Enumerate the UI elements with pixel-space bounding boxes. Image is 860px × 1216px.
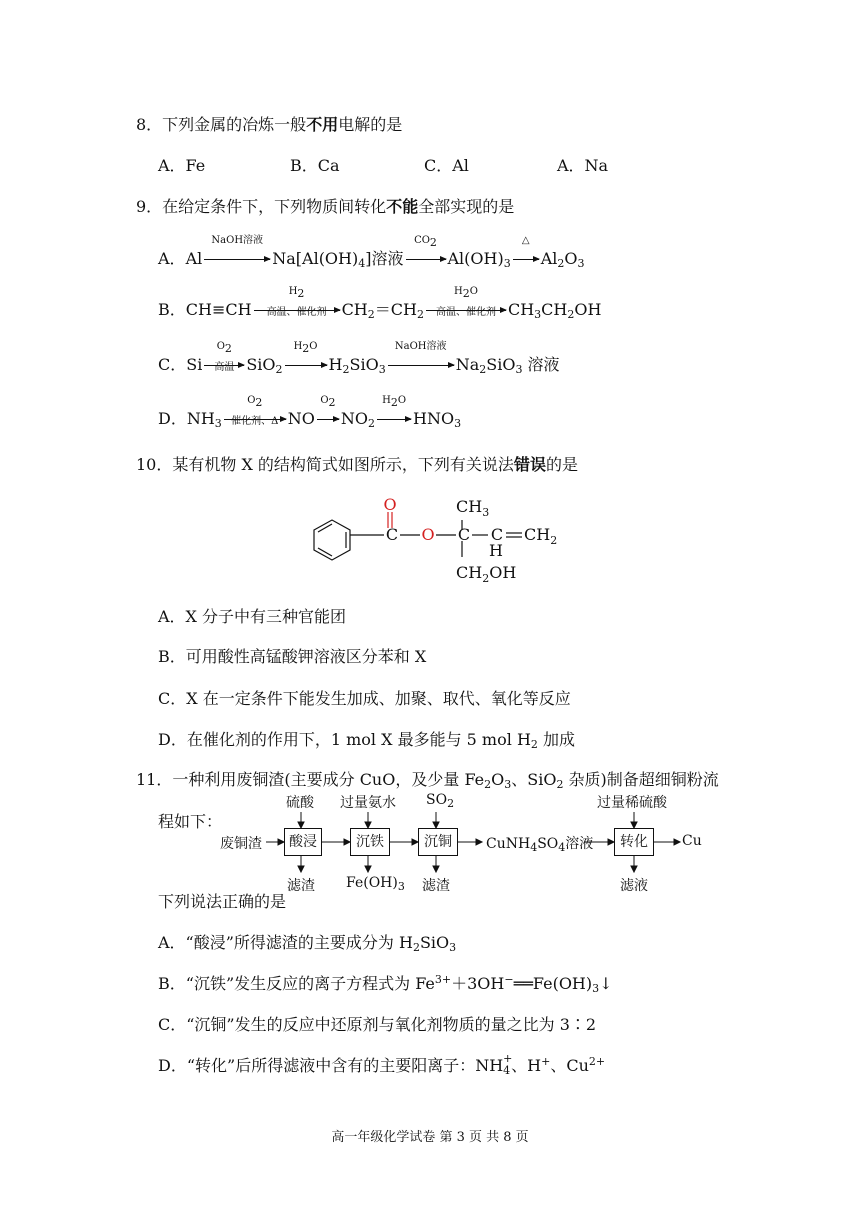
flow-intermediate-solution: $CuNH_4SO_4$溶液 (486, 836, 594, 854)
reaction-arrow: $H_2O$ 高温、催化剂 (426, 299, 506, 321)
reaction-arrow: $O_2$ 催化剂、Δ (224, 408, 286, 430)
q11-question: 下列说法正确的是 (158, 892, 287, 911)
q11-stem: 11．一种利用废铜渣(主要成分 CuO，及少量 $Fe_2O_3$、SiO$_2$ 杂质)制备超细铜粉流 (136, 770, 719, 791)
q11-option-b: B．“沉铁”发生反应的离子方程式为 $Fe^{3+}+3OH^-══Fe(OH)_3↓$ (158, 973, 613, 995)
benzene-ring (314, 520, 350, 560)
q10-option-c: C．X 在一定条件下能发生加成、加聚、取代、氧化等反应 (158, 689, 571, 708)
q8-option-b: B．Ca (290, 156, 340, 175)
flow-end-product: Cu (682, 833, 702, 849)
reaction-arrow: △ (513, 248, 539, 270)
flow-box-iron-precipitation: 沉铁 (350, 828, 390, 856)
q11-option-a: A．“酸浸”所得滤渣的主要成分为 $H_2SiO_3$ (158, 933, 457, 954)
flow-input-dilute-sulfuric-acid: 过量稀硫酸 (597, 795, 667, 811)
flow-output-filtrate: 滤液 (620, 878, 648, 894)
q8-stem: 8．下列金属的冶炼一般不用电解的是 (136, 115, 403, 134)
flow-output-iron-hydroxide: $Fe(OH)_3$ (346, 875, 405, 893)
reaction-arrow: $CO_2$ (406, 248, 446, 270)
q11-option-c: C．“沉铜”发生的反应中还原剂与氧化剂物质的量之比为 3∶2 (158, 1015, 597, 1034)
q10-option-a: A．X 分子中有三种官能团 (158, 607, 347, 626)
flow-output-residue-1: 滤渣 (287, 878, 315, 894)
flow-input-ammonia: 过量氨水 (340, 795, 396, 811)
reaction-arrow: NaOH溶液 (204, 248, 270, 270)
ammonium-sub-sup: + 4 (503, 1052, 513, 1077)
process-flow-diagram (0, 790, 860, 900)
vinyl-hydrogen: H (489, 541, 503, 560)
q9-stem: 9．在给定条件下，下列物质间转化不能全部实现的是 (136, 197, 515, 216)
hydroxymethyl-group: $CH_2OH$ (456, 563, 517, 585)
q10-option-b: B．可用酸性高锰酸钾溶液区分苯和 X (158, 647, 427, 666)
reaction-arrow: $H_2O$ (377, 408, 411, 430)
carbonyl-carbon: C (385, 525, 399, 544)
q10-stem: 10．某有机物 X 的结构简式如图所示，下列有关说法错误的是 (136, 455, 578, 474)
structural-formula (300, 490, 580, 590)
page-footer: 高一年级化学试卷 第 3 页 共 8 页 (331, 1130, 529, 1145)
quaternary-carbon: C (457, 525, 471, 544)
methyl-group: $CH_3$ (456, 497, 490, 519)
reaction-arrow: $H_2$ 高温、催化剂 (254, 299, 340, 321)
q9-option-a: A．Al NaOH溶液 $Na[Al(OH)_4]$溶液 $CO_2$ $Al(OH)_3$ △ $Al_2O_3$ (158, 235, 585, 270)
q8-option-d: A．Na (557, 156, 609, 175)
q9-option-d: D．$NH_3$ $O_2$ 催化剂、Δ NO $O_2$ $NO_2$ $H_2O$ $HNO_3$ (158, 395, 462, 430)
flow-input-so2: $SO_2$ (426, 792, 455, 810)
vinyl-carbon: C (490, 525, 504, 544)
q11-stem-line2: 程如下： (158, 812, 223, 831)
q9-option-c: C．Si $O_2$ 高温 SiO$_2$ $H_2O$ $H_2SiO_3$ NaOH溶液 $Na_2SiO_3$ 溶液 (158, 341, 560, 376)
q10-option-d: D．在催化剂的作用下，1 mol X 最多能与 5 mol $H_2$ 加成 (158, 730, 575, 751)
q8-option-a: A．Fe (158, 156, 206, 175)
reaction-arrow: NaOH溶液 (388, 354, 454, 376)
q9-option-b: B．CH≡CH $H_2$ 高温、催化剂 $CH_2=CH_2$ $H_2O$ 高温、催化剂 $CH_3CH_2OH$ (158, 286, 602, 321)
flow-box-copper-precipitation: 沉铜 (418, 828, 458, 856)
carbonyl-oxygen: O (383, 495, 397, 514)
flow-box-conversion: 转化 (614, 828, 654, 856)
flow-box-acid-leach: 酸浸 (284, 828, 322, 856)
reaction-arrow: $O_2$ 高温 (204, 354, 244, 376)
flow-input-sulfuric-acid: 硫酸 (286, 795, 314, 811)
ester-oxygen: O (421, 525, 435, 544)
methylene-group: $CH_2$ (524, 525, 558, 547)
flow-output-residue-2: 滤渣 (422, 878, 450, 894)
reaction-arrow: $O_2$ (317, 408, 339, 430)
reaction-arrow: $H_2O$ (285, 354, 327, 376)
q11-option-d: D．“转化”后所得滤液中含有的主要阳离子：NH + 4 、H+、$Cu^{2+}$ (158, 1052, 606, 1077)
q8-option-c: C．Al (424, 156, 469, 175)
flow-start-label: 废铜渣 (220, 836, 262, 852)
